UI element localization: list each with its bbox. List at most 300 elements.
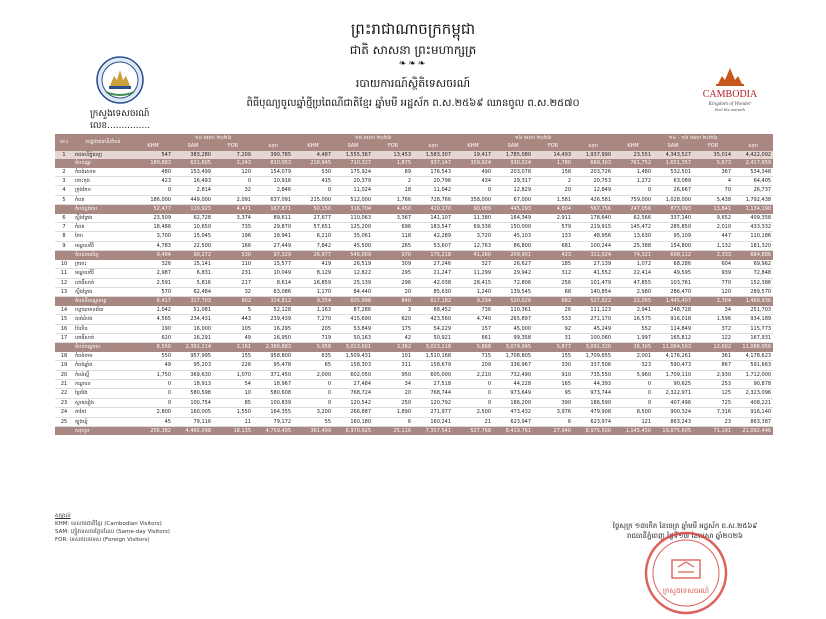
table-cell: 5,958 — [293, 343, 333, 352]
row-place-name: ស្វាយរៀង — [73, 398, 133, 407]
table-cell: 11,380 — [453, 214, 493, 223]
table-cell: 324,812 — [253, 297, 293, 306]
table-cell: 4,343,527 — [653, 151, 693, 159]
table-cell: 20,753 — [573, 177, 613, 186]
table-cell: 215,000 — [293, 195, 333, 204]
table-cell: 271,977 — [413, 408, 453, 417]
table-cell: 372 — [693, 324, 733, 333]
table-cell: 110 — [213, 260, 253, 269]
table-cell: 74,321 — [613, 251, 653, 260]
header-for: FOR — [533, 142, 573, 150]
table-cell: 11,064,503 — [653, 343, 693, 352]
table-row — [55, 278, 773, 287]
table-cell: 1,134,190 — [733, 205, 773, 214]
table-cell: 768,724 — [333, 389, 373, 398]
header-period: ១៤ - ១៦ មេសា ២០២៦ — [613, 134, 773, 142]
table-cell: 326 — [133, 260, 173, 269]
table-cell: 2,911 — [533, 214, 573, 223]
table-cell: 8,129 — [293, 269, 333, 278]
table-cell: 87,286 — [333, 306, 373, 315]
table-cell: 11 — [213, 417, 253, 426]
table-cell: 16,950 — [253, 333, 293, 342]
table-cell: 337,506 — [573, 361, 613, 370]
row-number: 6 — [55, 214, 73, 223]
table-cell: 4,804 — [533, 205, 573, 214]
table-cell: 133 — [533, 232, 573, 241]
table-cell: 390,785 — [253, 151, 293, 159]
table-cell: 2,930 — [693, 370, 733, 379]
row-place-name: សរុបរួម — [73, 427, 133, 436]
header-total: សរុប — [573, 142, 613, 150]
table-cell: 1,581 — [533, 195, 573, 204]
table-cell: 101 — [373, 352, 413, 361]
table-cell: 79,116 — [173, 417, 213, 426]
table-cell: 89,611 — [253, 214, 293, 223]
table-cell: 591,663 — [733, 361, 773, 370]
table-cell: 1,792,438 — [733, 195, 773, 204]
table-cell: 5,673 — [693, 159, 733, 167]
table-cell: 22,065 — [613, 297, 653, 306]
table-cell: 725 — [693, 398, 733, 407]
table-cell: 196 — [213, 232, 253, 241]
table-cell: 0 — [453, 379, 493, 388]
table-cell: 25,139 — [333, 278, 373, 287]
nation-motto: ជាតិ សាសនា ព្រះមហាក្សត្រ — [349, 43, 477, 57]
table-cell: 18,486 — [133, 223, 173, 232]
table-cell: 605,000 — [413, 370, 453, 379]
row-number: 1 — [55, 151, 73, 159]
table-cell: 957,995 — [173, 352, 213, 361]
table-cell: 1,042 — [133, 306, 173, 315]
table-cell: 16,859 — [293, 278, 333, 287]
table-cell: 10 — [213, 389, 253, 398]
place-line: រាជធានីភ្នំពេញ ថ្ងៃទី១៧ ខែមេសា ឆ្នាំ២០២៦ — [627, 532, 743, 540]
table-cell: 3,200 — [293, 408, 333, 417]
table-cell: 26 — [533, 306, 573, 315]
table-cell: 72,848 — [733, 269, 773, 278]
table-cell: 434 — [453, 177, 493, 186]
header-period: ១៥ មេសា ២០២៦ — [293, 134, 453, 142]
row-place-name: តំបន់ពាយ័ព្យ — [73, 251, 133, 260]
row-number: 16 — [55, 324, 73, 333]
table-cell: 296 — [373, 278, 413, 287]
table-cell: 160,180 — [333, 417, 373, 426]
table-cell: 810,053 — [253, 159, 293, 167]
row-number: 5 — [55, 195, 73, 204]
table-cell: 1,550 — [213, 408, 253, 417]
table-row — [55, 379, 773, 388]
table-cell: 7,842 — [293, 241, 333, 250]
table-cell: 970 — [373, 251, 413, 260]
table-cell: 31 — [533, 333, 573, 342]
table-cell: 715 — [453, 352, 493, 361]
table-cell: 6,831 — [173, 269, 213, 278]
table-cell: 21,092,446 — [733, 427, 773, 436]
row-place-name: ពោធិ៍សាត់ — [73, 278, 133, 287]
table-cell: 4,450 — [373, 205, 413, 214]
table-cell: 190 — [133, 324, 173, 333]
table-cell: 186,000 — [133, 195, 173, 204]
table-cell: 2,333 — [693, 251, 733, 260]
table-cell: 5,868 — [453, 343, 493, 352]
table-cell: 617,182 — [413, 297, 453, 306]
table-cell: 3,362 — [373, 343, 413, 352]
table-cell: 152,386 — [733, 278, 773, 287]
angkor-temple-icon — [718, 68, 742, 84]
table-cell: 165,812 — [653, 333, 693, 342]
motto-ornament: ❧❧❧ — [398, 59, 428, 69]
table-cell: 3,374 — [213, 214, 253, 223]
table-row — [55, 315, 773, 324]
brand-name: CAMBODIA — [702, 89, 758, 100]
table-cell: 2,417,959 — [733, 159, 773, 167]
table-cell: 1,709,655 — [573, 352, 613, 361]
table-cell: 3,079,995 — [493, 343, 533, 352]
table-cell: 9,652 — [693, 214, 733, 223]
row-number: 24 — [55, 408, 73, 417]
table-cell: 359,924 — [453, 159, 493, 167]
table-cell: 150,000 — [493, 223, 533, 232]
table-cell: 50,163 — [333, 333, 373, 342]
table-cell: 4,740 — [453, 315, 493, 324]
table-cell: 44,393 — [573, 379, 613, 388]
table-cell: 605,998 — [333, 297, 373, 306]
table-cell: 55 — [293, 417, 333, 426]
table-cell: 2,987 — [133, 269, 173, 278]
table-cell: 16,575 — [613, 315, 653, 324]
table-cell: 157 — [453, 324, 493, 333]
table-cell: 369,630 — [173, 370, 213, 379]
table-cell: 13,453 — [373, 151, 413, 159]
table-cell: 265 — [373, 241, 413, 250]
table-cell: 18 — [373, 186, 413, 195]
table-cell: 473,432 — [493, 408, 533, 417]
table-cell: 97,329 — [253, 251, 293, 260]
table-cell: 1,272 — [613, 177, 653, 186]
table-cell: 361,499 — [293, 427, 333, 436]
table-cell: 25,116 — [373, 427, 413, 436]
table-cell: 65 — [293, 361, 333, 370]
table-cell: 309 — [373, 260, 413, 269]
table-cell: 2,010 — [693, 223, 733, 232]
table-cell: 0 — [133, 398, 173, 407]
row-number — [55, 343, 73, 352]
table-cell: 761,752 — [613, 159, 653, 167]
table-row — [55, 168, 773, 177]
table-cell: 140,854 — [573, 287, 613, 296]
table-cell: 15,141 — [173, 260, 213, 269]
table-row — [55, 333, 773, 342]
header-no: ល.រ — [55, 134, 73, 151]
table-cell: 1,480 — [613, 168, 653, 177]
table-cell: 23 — [693, 417, 733, 426]
table-cell: 1,163 — [293, 306, 333, 315]
table-cell: 916,018 — [653, 315, 693, 324]
table-cell: 27,518 — [413, 379, 453, 388]
table-cell: 1,596 — [693, 315, 733, 324]
table-cell: 7,316 — [693, 408, 733, 417]
row-number: 18 — [55, 352, 73, 361]
table-cell: 669,303 — [573, 159, 613, 167]
table-cell: 768,744 — [413, 389, 453, 398]
table-cell: 5,877 — [533, 343, 573, 352]
table-cell: 52,128 — [253, 306, 293, 315]
table-cell: 84,440 — [333, 287, 373, 296]
table-cell: 567,756 — [573, 205, 613, 214]
table-cell: 759,000 — [613, 195, 653, 204]
table-row — [55, 417, 773, 426]
table-cell: 6 — [373, 417, 413, 426]
table-cell: 100,839 — [253, 398, 293, 407]
table-cell: 27,940 — [533, 427, 573, 436]
table-row — [55, 260, 773, 269]
table-row — [55, 324, 773, 333]
table-cell: 1,445,407 — [653, 297, 693, 306]
table-cell: 408,221 — [733, 398, 773, 407]
row-number: 17 — [55, 333, 73, 342]
row-place-name: ក្រុងកែប — [73, 186, 133, 195]
row-place-name: តំបន់ឆ្នេរ — [73, 159, 133, 167]
table-cell: 1,072 — [613, 260, 653, 269]
table-row — [55, 269, 773, 278]
table-cell: 125,200 — [333, 223, 373, 232]
table-cell: 900,324 — [653, 408, 693, 417]
table-cell: 3,720 — [453, 232, 493, 241]
table-group-row — [55, 297, 773, 306]
table-cell: 2,001 — [613, 352, 653, 361]
table-cell: 64,405 — [733, 177, 773, 186]
table-cell: 32 — [213, 287, 253, 296]
row-place-name: ក្រចេះ — [73, 260, 133, 269]
table-cell: 840 — [373, 297, 413, 306]
table-cell: 736 — [453, 306, 493, 315]
table-cell: 337,140 — [653, 214, 693, 223]
row-place-name: កំពង់សោម — [73, 168, 133, 177]
table-row — [55, 195, 773, 204]
table-cell: 3,367 — [373, 214, 413, 223]
table-cell: 696 — [373, 223, 413, 232]
table-cell: 1,509,431 — [333, 352, 373, 361]
table-cell: 2,304 — [693, 297, 733, 306]
table-cell: 802 — [213, 297, 253, 306]
table-cell: 89 — [373, 168, 413, 177]
header-for: FOR — [693, 142, 733, 150]
table-cell: 47,855 — [613, 278, 653, 287]
table-cell: 719 — [293, 333, 333, 342]
table-cell: 85 — [213, 398, 253, 407]
table-cell: 11,299 — [453, 269, 493, 278]
table-cell: 12,763 — [453, 241, 493, 250]
table-cell: 111,123 — [573, 306, 613, 315]
table-cell: 183,547 — [413, 223, 453, 232]
table-cell: 330 — [533, 361, 573, 370]
table-cell: 3,013,601 — [333, 343, 373, 352]
table-cell: 110,361 — [493, 306, 533, 315]
row-number: 13 — [55, 287, 73, 296]
table-cell: 49 — [213, 333, 253, 342]
table-cell: 216,945 — [293, 159, 333, 167]
table-cell: 145,472 — [613, 223, 653, 232]
table-cell: 285,850 — [653, 223, 693, 232]
row-place-name: រាជធានីភ្នំពេញ — [73, 151, 133, 159]
table-cell: 250 — [373, 398, 413, 407]
table-row — [55, 398, 773, 407]
table-cell: 1,240 — [453, 287, 493, 296]
table-cell: 480 — [133, 168, 173, 177]
table-cell: 1,583,307 — [413, 151, 453, 159]
table-cell: 226 — [213, 361, 253, 370]
table-cell: 69,336 — [453, 223, 493, 232]
table-cell: 26,627 — [493, 260, 533, 269]
table-cell: 534,348 — [733, 168, 773, 177]
table-cell: 22,414 — [613, 269, 653, 278]
table-cell: 72,806 — [493, 278, 533, 287]
table-cell: 1,937,990 — [573, 151, 613, 159]
table-cell: 63,089 — [653, 177, 693, 186]
table-cell: 45 — [133, 417, 173, 426]
table-cell: 154,079 — [253, 168, 293, 177]
row-place-name: ប៉ៃលិន — [73, 324, 133, 333]
table-cell: 27,449 — [253, 241, 293, 250]
table-cell: 1,170 — [293, 287, 333, 296]
report-subtitle: ពិធីបុណ្យចូលឆ្នាំថ្មីប្រពៃណីជាតិខ្មែរ ឆ្នាំមមី អដ្ឋស័ក ព.ស.២៥៦៩ ឈានចូល ព.ស.២៥៧០ — [246, 98, 580, 109]
table-cell: 620 — [373, 315, 413, 324]
table-cell: 2,800 — [133, 408, 173, 417]
table-cell: 621,805 — [173, 159, 213, 167]
table-cell: 256 — [533, 278, 573, 287]
table-cell: 34 — [693, 306, 733, 315]
table-row — [55, 370, 773, 379]
table-cell: 68 — [533, 287, 573, 296]
table-cell: 100,754 — [173, 398, 213, 407]
table-cell: 266,887 — [333, 408, 373, 417]
table-cell: 358,000 — [453, 195, 493, 204]
table-cell: 12,602 — [693, 343, 733, 352]
table-cell: 286,470 — [653, 287, 693, 296]
table-cell: 90,625 — [653, 379, 693, 388]
ministry-caption: ក្រសួងទេសចរណ៍ — [90, 109, 150, 119]
table-cell: 48,956 — [573, 232, 613, 241]
note-line: SAM: ភ្ញៀវទេសចរថ្ងៃដដែល (Same-day Visitors) — [55, 529, 170, 535]
row-place-name: មណ្ឌលគិរី — [73, 241, 133, 250]
table-cell: 20 — [373, 287, 413, 296]
table-cell: 661 — [453, 333, 493, 342]
table-cell: 248,728 — [653, 306, 693, 315]
table-cell: 110,923 — [173, 205, 213, 214]
table-cell: 13,841 — [693, 205, 733, 214]
table-cell: 57,651 — [293, 223, 333, 232]
table-cell: 863,387 — [733, 417, 773, 426]
table-cell: 361 — [693, 352, 733, 361]
table-cell: 4,759,405 — [253, 427, 293, 436]
row-number: 8 — [55, 232, 73, 241]
table-cell: 7,209 — [213, 151, 253, 159]
table-cell: 532,501 — [653, 168, 693, 177]
table-cell: 546,009 — [333, 251, 373, 260]
table-cell: 50,921 — [413, 333, 453, 342]
row-number — [55, 251, 73, 260]
table-cell: 415 — [293, 177, 333, 186]
table-cell: 52,477 — [133, 205, 173, 214]
table-cell: 371,450 — [253, 370, 293, 379]
table-cell: 0 — [613, 379, 653, 388]
header-total: សរុប — [253, 142, 293, 150]
kingdom-title: ព្រះរាជាណាចក្រកម្ពុជា — [350, 20, 476, 38]
row-number: 11 — [55, 269, 73, 278]
table-row — [55, 223, 773, 232]
table-cell: 62,566 — [613, 214, 653, 223]
table-cell: 2,814 — [173, 186, 213, 195]
table-cell: 23,551 — [613, 151, 653, 159]
row-number: 9 — [55, 241, 73, 250]
official-stamp-icon — [628, 527, 744, 615]
header-period: ១៤ មេសា ២០២៦ — [133, 134, 293, 142]
table-cell: 50,150 — [293, 205, 333, 214]
table-cell: 231 — [213, 269, 253, 278]
table-cell: 155 — [213, 352, 253, 361]
table-cell: 550 — [133, 352, 173, 361]
table-cell: 8,500 — [613, 408, 653, 417]
table-cell: 29,942 — [493, 269, 533, 278]
table-cell: 100,244 — [573, 241, 613, 250]
table-cell: 684,886 — [733, 251, 773, 260]
row-place-name: មណ្ឌលគិរី — [73, 269, 133, 278]
table-cell: 289,570 — [733, 287, 773, 296]
table-cell: 181,320 — [733, 241, 773, 250]
table-cell: 155 — [533, 352, 573, 361]
table-cell: 253 — [693, 379, 733, 388]
table-cell: 533 — [533, 315, 573, 324]
cambodia-brand-logo — [696, 62, 764, 114]
table-cell: 1,709,110 — [653, 370, 693, 379]
table-cell: 62,728 — [173, 214, 213, 223]
table-cell: 95,109 — [653, 232, 693, 241]
table-row — [55, 389, 773, 398]
table-cell: 5,438 — [693, 195, 733, 204]
table-cell: 265,897 — [493, 315, 533, 324]
table-cell: 67,000 — [493, 195, 533, 204]
table-cell: 164,355 — [253, 408, 293, 417]
table-cell: 311 — [373, 361, 413, 370]
table-header-subcols — [55, 142, 773, 150]
table-cell: 92 — [533, 324, 573, 333]
table-cell: 26,977 — [293, 251, 333, 260]
row-number — [55, 297, 73, 306]
table-cell: 4,178,623 — [733, 352, 773, 361]
table-cell: 110,063 — [333, 214, 373, 223]
table-cell: 934,189 — [733, 315, 773, 324]
header-khm: KHM — [613, 142, 653, 150]
table-cell: 620 — [133, 333, 173, 342]
table-cell: 45,000 — [493, 324, 533, 333]
table-cell: 6,550 — [133, 343, 173, 352]
table-cell: 14,493 — [533, 151, 573, 159]
table-cell: 1,469,936 — [733, 297, 773, 306]
table-cell: 41,552 — [573, 269, 613, 278]
table-cell: 910 — [533, 370, 573, 379]
table-row — [55, 186, 773, 195]
report-title: របាយការណ៍ស្ថិតិទេសចរណ៍ — [355, 77, 471, 90]
header-period: ១៦ មេសា ២០២៦ — [453, 134, 613, 142]
table-cell: 12,822 — [333, 269, 373, 278]
table-cell: 271,170 — [573, 315, 613, 324]
table-cell: 9,354 — [293, 297, 333, 306]
table-cell: 158,303 — [333, 361, 373, 370]
table-cell: 18,913 — [173, 379, 213, 388]
table-cell: 5,960 — [613, 370, 653, 379]
table-cell: 4,565 — [133, 315, 173, 324]
table-cell: 1,780 — [533, 159, 573, 167]
